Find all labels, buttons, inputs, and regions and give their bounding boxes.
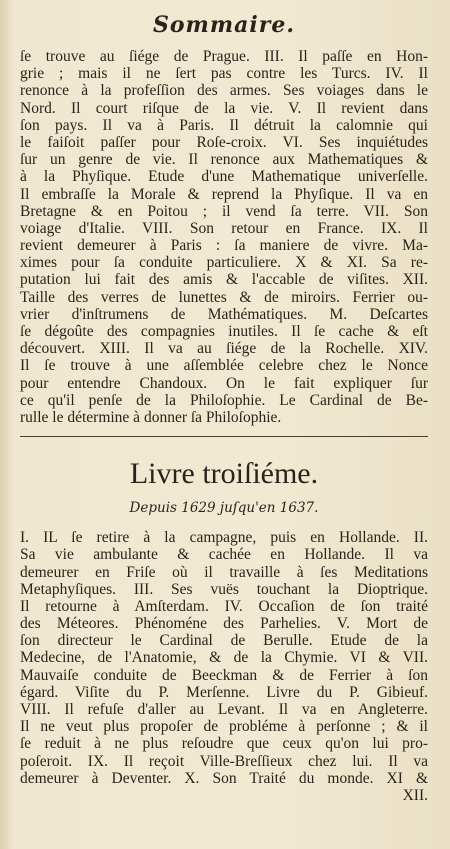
- text-line: grie ; mais il ne ſert pas contre les Turcs. IV. Il: [20, 65, 428, 83]
- text-line: pour entendre Chandoux. On le fait expliquer ſur: [20, 374, 428, 392]
- text-line: le faiſoit paſſer pour Roſe-croix. VI. Ses inquiétudes: [20, 133, 428, 151]
- text-line: Il ſe trouve à une aſſemblée celebre chez le Nonce: [20, 357, 428, 375]
- text-line: putation lui fait des amis & l'accable de viſites. XII.: [20, 271, 428, 289]
- text-line: I. IL ſe retire à la campagne, puis en Hollande. II.: [20, 529, 428, 547]
- text-line: ſe trouve au ſiége de Prague. III. Il paſſe en Hon-: [20, 48, 428, 65]
- catchword: XII.: [402, 786, 428, 804]
- text-line: égard. Viſite du P. Merſenne. Livre du P. Gibieuf.: [20, 683, 428, 701]
- text-line: renonce à la profeſſion des armes. Ses voiages dans le: [20, 82, 428, 100]
- text-line: Taille des verres de lunettes & de miroirs. Ferrier ou-: [20, 288, 428, 306]
- text-line: ſe dégoûte des compagnies inutiles. Il ſe cache & eſt: [20, 323, 428, 340]
- text-line: demeurer à Deventer. X. Son Traité du monde. XI &: [20, 769, 428, 787]
- text-line: rulle le détermine à donner ſa Philoſophie.: [20, 408, 282, 426]
- summary-block-2: [20, 529, 428, 787]
- text-line: découvert. XIII. Il va au ſiége de la Rochelle. XIV.: [20, 340, 428, 358]
- text-line: Mauvaiſe conduite de Beeckman & de Ferrier à ſon: [20, 666, 428, 684]
- text-line: Sa vie ambulante & cachée en Hollande. Il va: [20, 546, 428, 564]
- text-line: vrier d'inſtrumens de Mathématiques. M. Deſcartes: [20, 305, 428, 323]
- text-line: ſon pays. Il va à Paris. Il détruit la calomnie qui: [20, 116, 428, 134]
- text-line: Il retourne à Amſterdam. IV. Occaſion de ſon traité: [20, 597, 428, 615]
- text-line: Metaphyſiques. III. Ses vuës touchant la Dioptrique.: [20, 580, 428, 598]
- chapter-period: Depuis 1629 juſqu'en 1637.: [129, 500, 319, 517]
- text-line: poſeroit. IX. Il reçoit Ville-Breſſieux chez lui. Il va: [20, 752, 428, 770]
- text-line: VIII. Il refuſe d'aller au Levant. Il va en Angleterre.: [20, 701, 428, 718]
- text-line: Bretagne & en Poitou ; il vend ſa terre. VII. Son: [20, 202, 428, 220]
- text-line: ſon directeur le Cardinal de Berulle. Etude de la: [20, 632, 428, 650]
- chapter-title: Livre troiſiéme.: [129, 457, 319, 491]
- text-line: ximes pour ſa conduite particuliere. X & XI. Sa re-: [20, 254, 428, 272]
- text-line: des Méteores. Phénoméne des Parhelies. V. Mort de: [20, 615, 428, 633]
- text-line: Medecine, de l'Anatomie, & de la Chymie. VI & VII.: [20, 649, 428, 667]
- text-line: ſe reduit à ne plus reſoudre que ceux qu'on lui pro-: [20, 735, 428, 753]
- text-line: ſur un genre de vie. Il renonce aux Mathematiques &: [20, 151, 428, 169]
- summary-block-1: [20, 48, 428, 426]
- text-line: demeurer en Friſe où il travaille à ſes Meditations: [20, 563, 428, 581]
- text-line: à la Phyſique. Etude d'une Mathematique univerſelle.: [20, 168, 428, 186]
- text-line: voiage d'Italie. VIII. Son retour en France. IX. Il: [20, 219, 428, 237]
- section-rule: [20, 436, 428, 437]
- text-line: Il embraſſe la Morale & reprend la Phyſique. Il va en: [20, 185, 428, 203]
- text-line: revient demeurer à Paris : ſa maniere de vivre. Ma-: [20, 237, 428, 255]
- running-head: Sommaire.: [153, 12, 295, 38]
- text-line: ce qu'il penſe de la Philoſophie. Le Cardinal de Be-: [20, 391, 428, 409]
- text-line: Nord. Il court riſque de la vie. V. Il revient dans: [20, 99, 428, 117]
- text-line: Il ne veut plus propoſer de probléme à perſonne ; & il: [20, 718, 428, 736]
